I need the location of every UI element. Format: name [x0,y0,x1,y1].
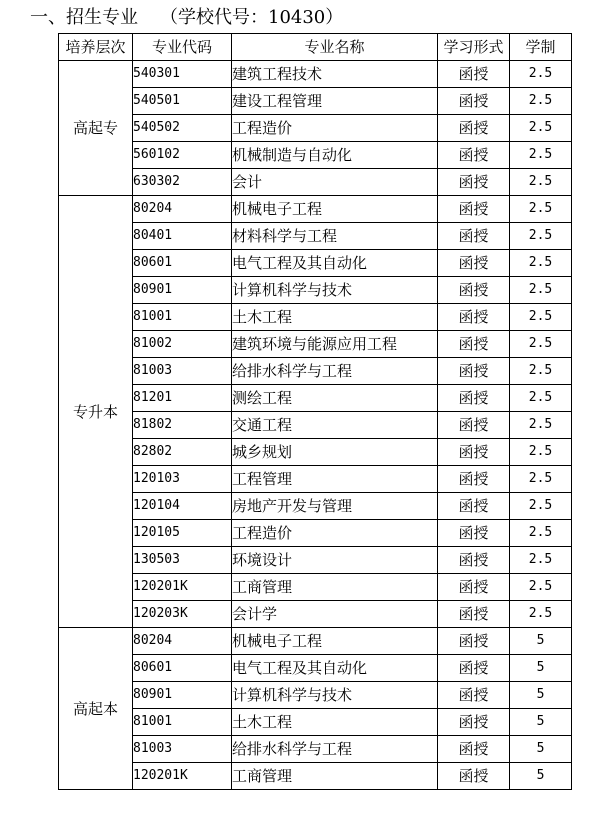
major-code-cell: 540502 [133,115,232,142]
major-name-cell: 土木工程 [232,304,438,331]
major-name-cell: 工程造价 [232,520,438,547]
study-mode-cell: 函授 [438,115,510,142]
major-name-cell: 计算机科学与技术 [232,682,438,709]
duration-cell: 2.5 [510,61,572,88]
major-code-cell: 81002 [133,331,232,358]
study-mode-cell: 函授 [438,385,510,412]
level-cell: 高起本 [59,628,133,790]
duration-cell: 2.5 [510,601,572,628]
study-mode-cell: 函授 [438,655,510,682]
study-mode-cell: 函授 [438,412,510,439]
duration-cell: 2.5 [510,439,572,466]
major-name-cell: 机械电子工程 [232,196,438,223]
duration-cell: 2.5 [510,493,572,520]
level-cell: 专升本 [59,196,133,628]
header-name: 专业名称 [232,34,438,61]
study-mode-cell: 函授 [438,88,510,115]
section-heading [30,4,343,32]
major-code-cell: 80901 [133,682,232,709]
study-mode-cell: 函授 [438,547,510,574]
duration-cell: 2.5 [510,304,572,331]
study-mode-cell: 函授 [438,277,510,304]
duration-cell: 2.5 [510,169,572,196]
duration-cell: 2.5 [510,196,572,223]
table-row [59,520,572,547]
duration-cell: 2.5 [510,88,572,115]
table-row [59,763,572,790]
level-cell: 高起专 [59,61,133,196]
table-row [59,169,572,196]
major-code-cell: 120104 [133,493,232,520]
study-mode-cell: 函授 [438,223,510,250]
major-name-cell: 城乡规划 [232,439,438,466]
table-row [59,574,572,601]
study-mode-cell: 函授 [438,358,510,385]
major-code-cell: 120201K [133,763,232,790]
major-name-cell: 建筑环境与能源应用工程 [232,331,438,358]
duration-cell: 2.5 [510,547,572,574]
table-body [59,61,572,790]
table-row [59,736,572,763]
header-code: 专业代码 [133,34,232,61]
table-row [59,358,572,385]
study-mode-cell: 函授 [438,709,510,736]
study-mode-cell: 函授 [438,331,510,358]
table-row [59,196,572,223]
major-code-cell: 80204 [133,628,232,655]
duration-cell: 2.5 [510,142,572,169]
major-code-cell: 80204 [133,196,232,223]
major-code-cell: 80401 [133,223,232,250]
study-mode-cell: 函授 [438,61,510,88]
table-row [59,385,572,412]
major-name-cell: 土木工程 [232,709,438,736]
header-mode: 学习形式 [438,34,510,61]
major-code-cell: 120203K [133,601,232,628]
major-name-cell: 工程造价 [232,115,438,142]
table-row [59,655,572,682]
section-title: 一、招生专业 [30,7,138,28]
study-mode-cell: 函授 [438,439,510,466]
school-code: （学校代号：10430） [160,7,344,28]
duration-cell: 2.5 [510,412,572,439]
duration-cell: 5 [510,655,572,682]
major-name-cell: 环境设计 [232,547,438,574]
duration-cell: 2.5 [510,250,572,277]
major-code-cell: 560102 [133,142,232,169]
table-row [59,412,572,439]
table-row [59,628,572,655]
table-row [59,331,572,358]
major-name-cell: 工商管理 [232,574,438,601]
table-row [59,250,572,277]
duration-cell: 2.5 [510,115,572,142]
duration-cell: 2.5 [510,223,572,250]
study-mode-cell: 函授 [438,682,510,709]
header-years: 学制 [510,34,572,61]
study-mode-cell: 函授 [438,628,510,655]
major-name-cell: 给排水科学与工程 [232,736,438,763]
duration-cell: 2.5 [510,466,572,493]
study-mode-cell: 函授 [438,169,510,196]
major-name-cell: 会计学 [232,601,438,628]
major-code-cell: 81001 [133,709,232,736]
major-code-cell: 630302 [133,169,232,196]
major-code-cell: 540501 [133,88,232,115]
major-code-cell: 81201 [133,385,232,412]
study-mode-cell: 函授 [438,574,510,601]
majors-table [58,33,572,790]
major-name-cell: 电气工程及其自动化 [232,250,438,277]
major-code-cell: 120201K [133,574,232,601]
table-row [59,439,572,466]
duration-cell: 5 [510,736,572,763]
duration-cell: 2.5 [510,358,572,385]
duration-cell: 5 [510,682,572,709]
duration-cell: 5 [510,628,572,655]
study-mode-cell: 函授 [438,763,510,790]
duration-cell: 2.5 [510,385,572,412]
major-name-cell: 建筑工程技术 [232,61,438,88]
study-mode-cell: 函授 [438,520,510,547]
major-code-cell: 81003 [133,736,232,763]
duration-cell: 2.5 [510,277,572,304]
table-row [59,682,572,709]
duration-cell: 2.5 [510,574,572,601]
major-name-cell: 工程管理 [232,466,438,493]
study-mode-cell: 函授 [438,196,510,223]
table-row [59,115,572,142]
major-code-cell: 80901 [133,277,232,304]
major-name-cell: 测绘工程 [232,385,438,412]
table-row [59,223,572,250]
major-name-cell: 给排水科学与工程 [232,358,438,385]
major-name-cell: 工商管理 [232,763,438,790]
table-header-row [59,34,572,61]
duration-cell: 2.5 [510,520,572,547]
table-row [59,601,572,628]
major-code-cell: 120103 [133,466,232,493]
major-code-cell: 81003 [133,358,232,385]
major-name-cell: 房地产开发与管理 [232,493,438,520]
major-code-cell: 120105 [133,520,232,547]
major-code-cell: 81802 [133,412,232,439]
major-code-cell: 80601 [133,655,232,682]
study-mode-cell: 函授 [438,304,510,331]
major-code-cell: 80601 [133,250,232,277]
table-row [59,493,572,520]
major-name-cell: 电气工程及其自动化 [232,655,438,682]
table-row [59,142,572,169]
major-name-cell: 会计 [232,169,438,196]
major-name-cell: 材料科学与工程 [232,223,438,250]
study-mode-cell: 函授 [438,466,510,493]
table-row [59,304,572,331]
study-mode-cell: 函授 [438,142,510,169]
major-code-cell: 81001 [133,304,232,331]
major-name-cell: 交通工程 [232,412,438,439]
study-mode-cell: 函授 [438,601,510,628]
table-row [59,547,572,574]
study-mode-cell: 函授 [438,736,510,763]
study-mode-cell: 函授 [438,493,510,520]
table-row [59,88,572,115]
major-name-cell: 机械电子工程 [232,628,438,655]
major-name-cell: 建设工程管理 [232,88,438,115]
duration-cell: 5 [510,709,572,736]
table-row [59,709,572,736]
duration-cell: 2.5 [510,331,572,358]
table-row [59,466,572,493]
table-row [59,277,572,304]
table-row [59,61,572,88]
major-code-cell: 82802 [133,439,232,466]
header-level: 培养层次 [59,34,133,61]
major-name-cell: 机械制造与自动化 [232,142,438,169]
major-code-cell: 130503 [133,547,232,574]
study-mode-cell: 函授 [438,250,510,277]
major-name-cell: 计算机科学与技术 [232,277,438,304]
major-code-cell: 540301 [133,61,232,88]
duration-cell: 5 [510,763,572,790]
